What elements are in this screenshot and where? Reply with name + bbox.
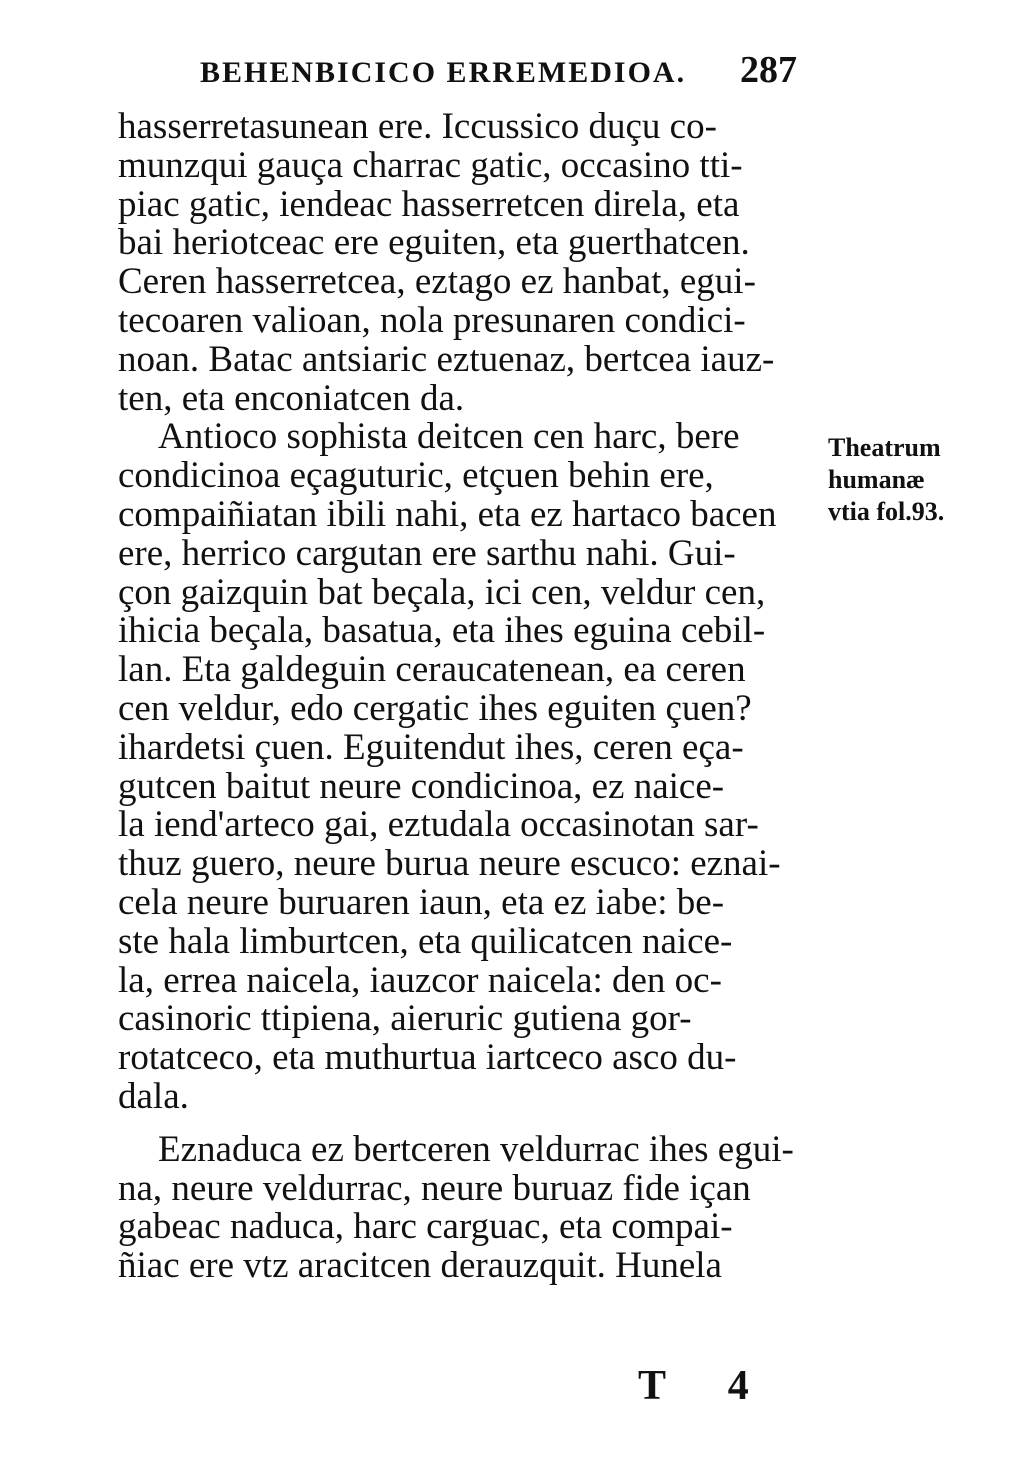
text-line: gutcen baitut neure condicinoa, ez naice-	[118, 765, 725, 807]
running-head: BEHENBICICO ERREMEDIOA.	[200, 56, 687, 89]
text-line: hasserretasunean ere. Iccussico duçu co-	[118, 106, 717, 147]
text-line: munzqui gauça charrac gatic, occasino tti-	[118, 144, 743, 186]
text-line: ste hala limburtcen, eta quilicatcen naice-	[118, 920, 733, 962]
text-line: la, errea naicela, iauzcor naicela: den oc-	[118, 959, 722, 1001]
text-line: rotatceco, eta muthurtua iartceco asco du-	[118, 1037, 737, 1079]
body-text	[118, 108, 838, 1286]
text-line: dala.	[118, 1075, 189, 1117]
margin-note-line: vtia fol.93.	[828, 497, 945, 526]
text-line: ten, eta enconiatcen da.	[118, 377, 465, 419]
text-line: Eznaduca ez bertceren veldurrac ihes egui-	[158, 1128, 794, 1170]
text-line: na, neure veldurrac, neure buruaz fide içan	[118, 1167, 751, 1209]
text-line: tecoaren valioan, nola presunaren condici-	[118, 299, 746, 341]
text-line: noan. Batac antsiaric eztuenaz, bertcea iauz-	[118, 338, 775, 380]
text-line: ihicia beçala, basatua, eta ihes eguina cebil-	[118, 610, 766, 652]
text-line: thuz guero, neure burua neure escuco: eznai-	[118, 843, 781, 885]
text-line: Antioco sophista deitcen cen harc, bere	[158, 416, 740, 458]
text-line: ñiac ere vtz aracitcen derauzquit. Hunela	[118, 1245, 722, 1287]
text-line: condicinoa eçaguturic, etçuen behin ere,	[118, 455, 714, 497]
signature-mark: T 4	[638, 1363, 775, 1409]
text-line: lan. Eta galdeguin ceraucatenean, ea ceren	[118, 649, 746, 691]
margin-note-line: Theatrum	[828, 433, 941, 462]
page-number: 287	[740, 49, 797, 91]
text-line: la iend'arteco gai, eztudala occasinotan sar-	[118, 804, 759, 846]
text-line: casinoric ttipiena, aieruric gutiena gor-	[118, 998, 692, 1040]
text-line: cen veldur, edo cergatic ihes eguiten çuen?	[118, 687, 752, 729]
margin-note-line: humanæ	[828, 465, 925, 494]
text-line: ihardetsi çuen. Eguitendut ihes, ceren eça-	[118, 726, 744, 768]
text-line: ere, herrico cargutan ere sarthu nahi. Gui-	[118, 532, 736, 574]
text-line: bai heriotceac ere eguiten, eta guerthatcen.	[118, 222, 750, 264]
text-line: Ceren hasserretcea, eztago ez hanbat, egui-	[118, 261, 756, 303]
margin-note	[828, 432, 944, 528]
text-line: cela neure buruaren iaun, eta ez iabe: be-	[118, 881, 725, 923]
text-line: çon gaizquin bat beçala, ici cen, veldur cen,	[118, 571, 766, 613]
text-line: compaiñiatan ibili nahi, eta ez hartaco bacen	[118, 493, 777, 535]
text-line: gabeac naduca, harc carguac, eta compai-	[118, 1206, 733, 1248]
text-line: piac gatic, iendeac hasserretcen direla, eta	[118, 183, 740, 225]
